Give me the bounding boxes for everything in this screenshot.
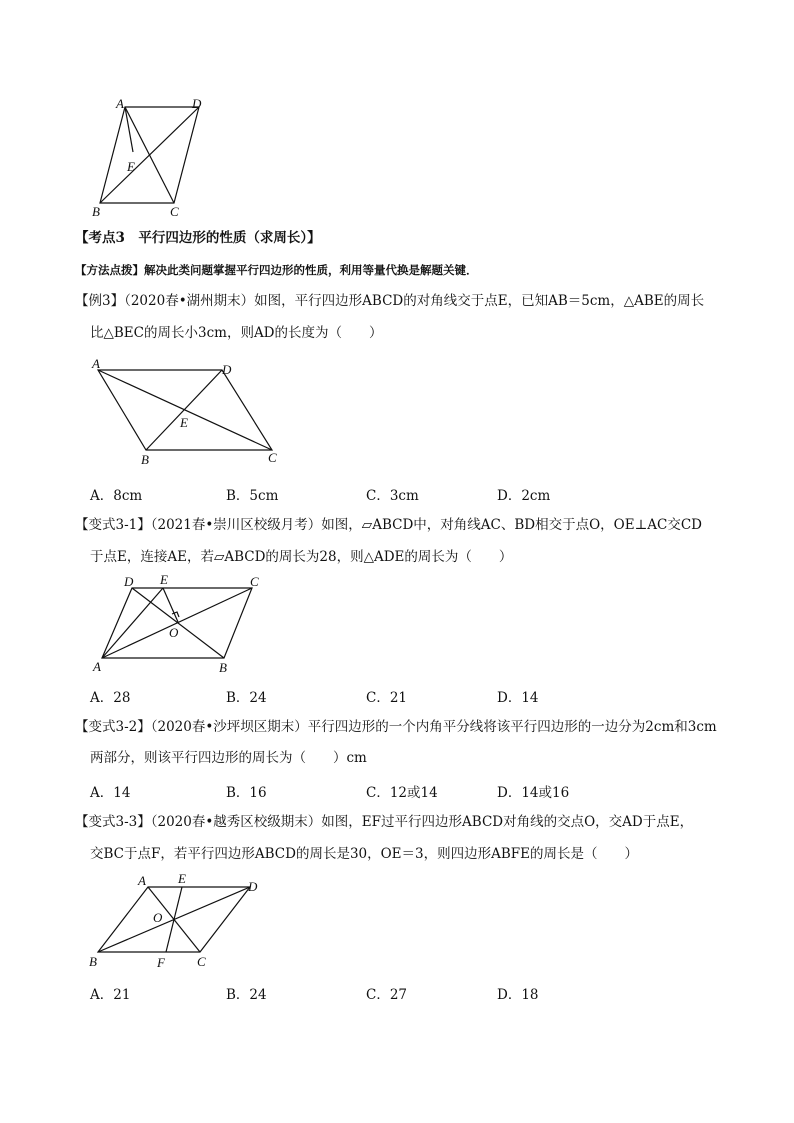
v33-label-A: A: [138, 873, 146, 888]
ex3-label-D: D: [222, 362, 232, 377]
v33-label-E: E: [178, 871, 186, 886]
v31-line-AE: [102, 588, 163, 658]
v33-option-c[interactable]: C．27: [366, 987, 408, 1003]
v31-figure: [88, 570, 278, 678]
v32-question-line1: 【变式3-2】（2020春•沙坪坝区期末）平行四边形的一个内角平分线将该平行四边形的一边分为2cm和3cm: [75, 719, 717, 735]
v33-label-D: D: [248, 879, 258, 894]
fig1-label-C: C: [170, 204, 179, 219]
fig1-label-D: D: [192, 96, 202, 111]
v33-label-C: C: [197, 954, 206, 969]
v31-option-b[interactable]: B．24: [226, 690, 267, 706]
v31-label-C: C: [250, 574, 259, 589]
v33-label-O: O: [153, 910, 163, 925]
v33-label-B: B: [89, 954, 97, 969]
fig1-label-E: E: [127, 159, 135, 174]
method-tip: 【方法点拨】解决此类问题掌握平行四边形的性质，利用等量代换是解题关键．: [75, 263, 478, 277]
v32-option-d[interactable]: D．14或16: [497, 785, 570, 801]
v31-label-E: E: [160, 572, 168, 587]
ex3-question-line1: 【例3】（2020春•湖州期末）如图，平行四边形ABCD的对角线交于点E，已知AB＝5cm，△ABE的周长: [75, 293, 705, 309]
v32-option-b[interactable]: B．16: [226, 785, 267, 801]
v31-option-d[interactable]: D．14: [497, 690, 539, 706]
v33-option-d[interactable]: D．18: [497, 987, 539, 1003]
ex3-line-AC: [98, 370, 272, 450]
ex3-figure: [88, 357, 288, 469]
ex3-option-b[interactable]: B．5cm: [226, 488, 279, 504]
v33-figure: [86, 869, 266, 973]
fig1-label-A: A: [116, 96, 124, 111]
v31-label-B: B: [219, 660, 227, 675]
ex3-line-BD: [146, 370, 222, 450]
ex3-option-d[interactable]: D．2cm: [497, 488, 551, 504]
ex3-label-C: C: [268, 450, 277, 465]
v31-label-D: D: [124, 574, 134, 589]
v33-option-b[interactable]: B．24: [226, 987, 267, 1003]
v31-option-c[interactable]: C．21: [366, 690, 408, 706]
ex3-option-a[interactable]: A．8cm: [90, 488, 143, 504]
section-heading: 【考点3 平行四边形的性质（求周长）】: [75, 230, 321, 246]
ex3-question-line2: 比△BEC的周长小3cm，则AD的长度为（ ）: [90, 325, 383, 341]
v33-line-EF: [166, 887, 182, 952]
v31-option-a[interactable]: A．28: [90, 690, 131, 706]
v31-question-line2: 于点E，连接AE，若▱ABCD的周长为28，则△ADE的周长为（ ）: [90, 549, 513, 565]
v31-question-line1: 【变式3-1】（2021春•崇川区校级月考）如图，▱ABCD中，对角线AC、BD相交于点O，OE⊥AC交CD: [75, 517, 703, 533]
v32-option-a[interactable]: A．14: [90, 785, 131, 801]
figure-1-parallelogram: [88, 95, 218, 220]
ex3-option-c[interactable]: C．3cm: [366, 488, 419, 504]
v33-question-line1: 【变式3-3】（2020春•越秀区校级期末）如图，EF过平行四边形ABCD对角线的交点O，交AD于点E，: [75, 814, 694, 830]
v32-question-line2: 两部分，则该平行四边形的周长为（ ）cm: [90, 750, 367, 766]
v33-question-line2: 交BC于点F，若平行四边形ABCD的周长是30，OE＝3，则四边形ABFE的周长是（ ）: [90, 846, 639, 862]
v32-option-c[interactable]: C．12或14: [366, 785, 438, 801]
v31-label-O: O: [169, 625, 179, 640]
v31-line-BD: [132, 588, 224, 658]
v33-label-F: F: [157, 955, 165, 970]
ex3-label-A: A: [92, 357, 100, 371]
v31-line-AC: [102, 588, 252, 658]
v31-label-A: A: [93, 659, 101, 674]
ex3-label-B: B: [141, 452, 149, 467]
fig1-label-B: B: [92, 204, 100, 219]
fig1-line-BD: [100, 107, 199, 203]
ex3-label-E: E: [180, 415, 188, 430]
v33-option-a[interactable]: A．21: [90, 987, 131, 1003]
